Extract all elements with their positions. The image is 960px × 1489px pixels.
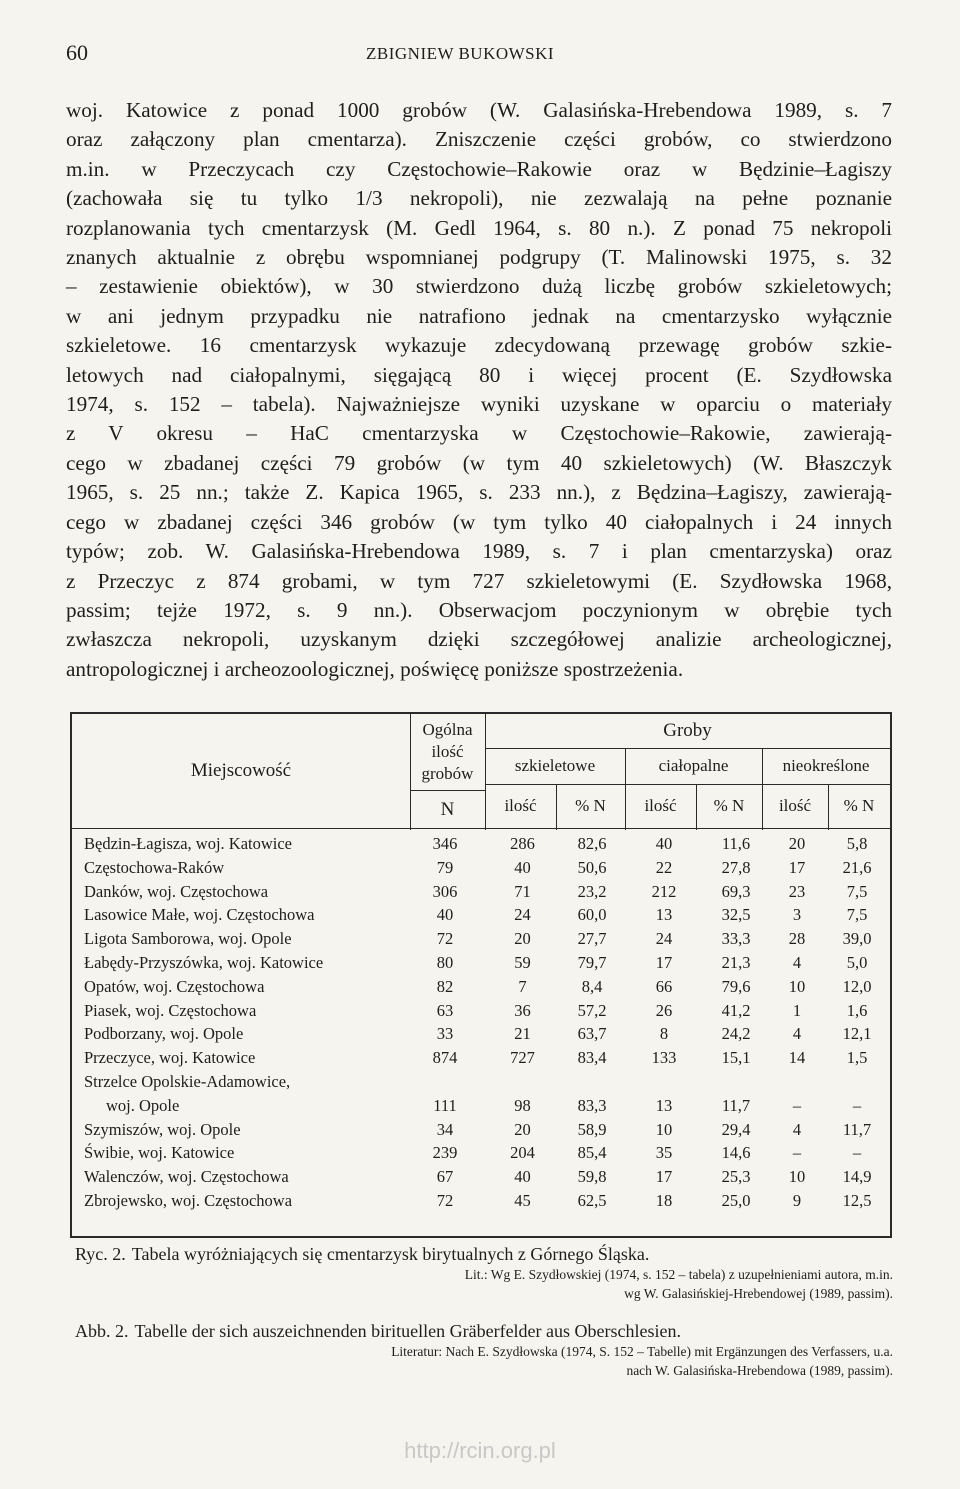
text-line: szkieletowe. 16 cmentarzysk wykazuje zdecydowaną przewagę grobów szkie- [66, 333, 892, 358]
cell-sq: 24 [514, 905, 531, 925]
place-name [84, 1070, 290, 1118]
place-name-line: Szymiszów, woj. Opole [84, 1119, 241, 1139]
page-number: 60 [66, 40, 88, 65]
place-name [84, 856, 224, 880]
cell-sq: 21 [514, 1024, 531, 1044]
place-name-line: Lasowice Małe, woj. Częstochowa [84, 905, 315, 925]
cell-cp: 15,1 [721, 1048, 751, 1068]
place-name-line: Danków, woj. Częstochowa [84, 881, 269, 901]
cell-np: – [852, 1143, 862, 1163]
caption-de-tag: Abb. 2. [75, 1321, 129, 1341]
table-row [72, 1046, 890, 1070]
table-row [72, 951, 890, 975]
cell-np: 21,6 [842, 857, 872, 877]
cell-np: 5,0 [846, 952, 868, 972]
table-row [72, 999, 890, 1023]
header-undetermined: nieokreślone [782, 756, 870, 775]
cell-np: 7,5 [846, 905, 868, 925]
caption-polish [75, 1243, 895, 1303]
header-graves: Groby [663, 720, 712, 741]
cell-sq: 45 [514, 1190, 531, 1210]
header-place: Miejscowość [190, 760, 292, 781]
header-skeletal: szkieletowe [514, 756, 596, 775]
cell-sq: 98 [514, 1095, 531, 1115]
cell-sp: 82,6 [577, 834, 607, 853]
text-line: typów; zob. W. Galasińska-Hrebendowa 1989, s. 7 i plan cmentarzyska) oraz [66, 539, 892, 564]
cell-cq: 133 [651, 1048, 677, 1068]
cell-nq: 28 [788, 929, 806, 949]
running-head: ZBIGNIEW BUKOWSKI [366, 44, 555, 63]
table-body [72, 832, 890, 1213]
text-line: znanych aktualnie z obrębu wspomnianej podgrupy (T. Malinowski 1975, s. 32 [66, 245, 892, 270]
cell-nq: 9 [792, 1190, 802, 1210]
cell-cp: 27,8 [721, 857, 751, 877]
caption-pl-title: Tabela wyróżniających się cmentarzysk birytualnych z Górnego Śląska. [131, 1244, 650, 1264]
place-name-line: Ligota Samborowa, woj. Opole [84, 929, 292, 949]
place-name-line: woj. Opole [106, 1095, 180, 1115]
cell-np: 11,7 [842, 1119, 872, 1139]
cell-cq: 8 [659, 1024, 669, 1044]
cell-nq: 14 [788, 1048, 806, 1068]
table-row [72, 1141, 890, 1165]
header-skeletal-qty: ilość [504, 796, 537, 815]
cell-cp: 24,2 [721, 1024, 751, 1044]
caption-de-title: Tabelle der sich auszeichnenden birituellen Gräberfelder aus Oberschlesien. [134, 1321, 681, 1341]
cell-np: 12,5 [842, 1190, 872, 1210]
place-name [84, 832, 292, 856]
cell-nq: 4 [792, 952, 802, 972]
place-name [84, 975, 264, 999]
cell-n: 40 [436, 905, 454, 925]
cell-nq: 4 [792, 1119, 802, 1139]
cell-n: 874 [432, 1048, 458, 1068]
cell-np: 39,0 [842, 929, 872, 949]
text-line: cego w zbadanej części 79 grobów (w tym 40 szkieletowych) (W. Błaszczyk [66, 450, 892, 475]
table-row [72, 975, 890, 999]
cell-nq: – [792, 1143, 802, 1163]
header-cremation-pct: % N [713, 796, 745, 815]
header-cremation-qty: ilość [644, 796, 677, 815]
cell-np: 12,1 [842, 1024, 872, 1044]
header-total: Ogólna ilość grobów [421, 720, 474, 783]
text-line: – zestawienie obiektów), w 30 stwierdzono dużą liczbę grobów szkieletowych; [66, 274, 892, 299]
cell-cq: 17 [655, 1167, 673, 1187]
text-line: letowych nad ciałopalnymi, sięgającą 80 i więcej procent (E. Szydłowska [66, 362, 892, 387]
cell-n: 82 [436, 976, 454, 996]
caption-de-lit-1: Literatur: Nach E. Szydłowska (1974, S. 152 – Tabelle) mit Ergänzungen des Verfassers, u.a. [391, 1344, 893, 1359]
cell-sp: 8,4 [581, 976, 603, 996]
cell-np: 5,8 [846, 834, 868, 853]
table-row [72, 1070, 890, 1118]
place-name-line: Łabędy-Przyszówka, woj. Katowice [84, 952, 324, 972]
cell-sq: 7 [518, 976, 527, 996]
place-name-line: Częstochowa-Raków [84, 857, 225, 877]
place-name [84, 1141, 234, 1165]
text-line: 1965, s. 25 nn.; także Z. Kapica 1965, s. 233 nn.), z Będzina–Łagiszy, zawierają- [66, 480, 892, 505]
cell-nq: 20 [788, 834, 806, 853]
table-row [72, 1189, 890, 1213]
cell-cp: 21,3 [721, 952, 751, 972]
cell-sp: 50,6 [577, 857, 607, 877]
cell-sq: 286 [510, 834, 535, 853]
text-line: oraz załączony plan cmentarza). Zniszczenie części grobów, co stwierdzono [66, 127, 892, 152]
text-line: z Przeczyc z 874 grobami, w tym 727 szkieletowymi (E. Szydłowska 1968, [66, 568, 892, 593]
cell-sp: 57,2 [577, 1000, 607, 1020]
place-name-line: Przeczyce, woj. Katowice [84, 1048, 256, 1068]
cell-cq: 40 [655, 834, 673, 853]
text-line: m.in. w Przeczycach czy Częstochowie–Rakowie oraz w Będzinie–Łagiszy [66, 156, 892, 181]
body-paragraph [66, 96, 892, 684]
place-name-line: Strzelce Opolskie-Adamowice, [84, 1071, 291, 1091]
cell-cp: 79,6 [721, 976, 751, 996]
cell-sq: 71 [514, 881, 531, 901]
cell-sp: 62,5 [577, 1190, 607, 1210]
cell-sp: 23,2 [577, 881, 607, 901]
cell-np: 7,5 [846, 881, 868, 901]
place-name-line: Będzin-Łagisza, woj. Katowice [84, 834, 293, 853]
page-header [66, 40, 894, 70]
cell-cq: 24 [655, 929, 673, 949]
cell-cp: 11,7 [721, 1095, 751, 1115]
place-name [84, 1118, 241, 1142]
cell-cp: 25,3 [721, 1167, 751, 1187]
cell-sp: 27,7 [577, 929, 607, 949]
cell-nq: 10 [788, 1167, 806, 1187]
cell-sq: 20 [514, 1119, 531, 1139]
place-name [84, 1046, 255, 1070]
place-name-line: Podborzany, woj. Opole [84, 1024, 244, 1044]
text-line: woj. Katowice z ponad 1000 grobów (W. Galasińska-Hrebendowa 1989, s. 7 [66, 98, 892, 122]
cell-cq: 26 [655, 1000, 673, 1020]
cell-sp: 79,7 [577, 952, 607, 972]
cell-cq: 18 [655, 1190, 673, 1210]
cell-n: 72 [436, 1190, 454, 1210]
cell-cp: 25,0 [721, 1190, 751, 1210]
caption-german [75, 1320, 895, 1380]
text-line: z V okresu – HaC cmentarzyska w Częstochowie–Rakowie, zawierają- [66, 421, 892, 446]
cell-n: 67 [436, 1167, 454, 1187]
cell-n: 72 [436, 929, 454, 949]
text-line: w ani jednym przypadku nie natrafiono jednak na cmentarzysko wyłącznie [66, 303, 892, 328]
place-name-line: Walenczów, woj. Częstochowa [84, 1167, 289, 1187]
cell-sq: 40 [514, 857, 531, 877]
header-total-n: N [440, 799, 455, 820]
cell-n: 346 [432, 834, 458, 853]
cell-nq: 10 [788, 976, 806, 996]
cell-sq: 40 [514, 1167, 531, 1187]
cell-cp: 33,3 [721, 929, 751, 949]
cell-nq: 3 [792, 905, 802, 925]
cell-sq: 727 [510, 1048, 535, 1068]
cell-n: 239 [432, 1143, 458, 1163]
cell-sq: 59 [514, 952, 531, 972]
cell-sq: 204 [510, 1143, 535, 1163]
cell-np: – [852, 1095, 862, 1115]
text-line: zwłaszcza nekropoli, uzyskanym dzięki szczegółowej analizie archeologicznej, [66, 627, 892, 652]
cell-cq: 66 [655, 976, 673, 996]
place-name [84, 1022, 243, 1046]
cell-sp: 59,8 [577, 1167, 607, 1187]
cell-nq: 4 [792, 1024, 802, 1044]
source-url: http://rcin.org.pl [404, 1438, 556, 1463]
table-row [72, 903, 890, 927]
cell-cq: 13 [655, 1095, 673, 1115]
text-line: (zachowała się tu tylko 1/3 nekropoli), nie zezwalają na pełne poznanie [66, 186, 892, 211]
cell-n: 80 [436, 952, 454, 972]
caption-de-lit-2: nach W. Galasińska-Hrebendowa (1989, passim). [626, 1363, 893, 1378]
cell-sp: 85,4 [577, 1143, 607, 1163]
place-name-line: Opatów, woj. Częstochowa [84, 976, 265, 996]
cell-cq: 212 [651, 881, 677, 901]
cell-np: 1,6 [846, 1000, 868, 1020]
text-line: 1974, s. 152 – tabela). Najważniejsze wyniki uzyskane w oparciu o materiały [66, 392, 892, 417]
place-name [84, 1165, 289, 1189]
cell-nq: 23 [788, 881, 806, 901]
caption-pl-lit-2: wg W. Galasińskiej-Hrebendowej (1989, passim). [624, 1286, 893, 1301]
cell-n: 306 [432, 881, 458, 901]
cell-np: 12,0 [842, 976, 872, 996]
place-name-line: Świbie, woj. Katowice [84, 1143, 235, 1163]
place-name [84, 903, 314, 927]
cell-sq: 20 [514, 929, 531, 949]
cell-n: 63 [436, 1000, 454, 1020]
text-line: rozplanowania tych cmentarzysk (M. Gedl 1964, s. 80 n.). Z ponad 75 nekropoli [66, 215, 892, 240]
text-line: passim; tejże 1972, s. 9 nn.). Obserwacjom poczynionym w obrębie tych [66, 597, 892, 622]
cell-cp: 11,6 [721, 834, 751, 853]
cell-cp: 41,2 [721, 1000, 751, 1020]
cell-cq: 13 [655, 905, 673, 925]
cell-sp: 83,3 [577, 1095, 607, 1115]
place-name [84, 999, 256, 1023]
caption-pl-tag: Ryc. 2. [75, 1244, 126, 1264]
text-line: cego w zbadanej części 346 grobów (w tym tylko 40 ciałopalnych i 24 innych [66, 509, 892, 534]
cell-n: 111 [433, 1095, 457, 1115]
cell-nq: – [792, 1095, 802, 1115]
cell-cq: 35 [655, 1143, 673, 1163]
cell-sq: 36 [514, 1000, 531, 1020]
table-row [72, 927, 890, 951]
cell-cp: 69,3 [721, 881, 751, 901]
cell-cp: 29,4 [721, 1119, 751, 1139]
table-row [72, 880, 890, 904]
cell-cp: 14,6 [721, 1143, 751, 1163]
cell-np: 1,5 [846, 1048, 868, 1068]
place-name-line: Piasek, woj. Częstochowa [84, 1000, 257, 1020]
table-row [72, 1165, 890, 1189]
cell-nq: 17 [788, 857, 806, 877]
cell-cq: 22 [655, 857, 673, 877]
cell-cp: 32,5 [721, 905, 751, 925]
caption-pl-lit-1: Lit.: Wg E. Szydłowskiej (1974, s. 152 – tabela) z uzupełnieniami autora, m.in. [464, 1267, 893, 1282]
place-name [84, 927, 292, 951]
header-skeletal-pct: % N [575, 796, 606, 815]
cell-sp: 83,4 [577, 1048, 607, 1068]
cell-nq: 1 [792, 1000, 802, 1020]
text-line: antropologicznej i archeozoologicznej, poświęcę poniższe spostrzeżenia. [66, 656, 684, 681]
place-name [84, 1189, 292, 1213]
header-undetermined-pct: % N [843, 796, 875, 815]
cell-sp: 60,0 [577, 905, 607, 925]
table-row [72, 1118, 890, 1142]
cell-n: 79 [436, 857, 454, 877]
cell-n: 33 [436, 1024, 454, 1044]
cemetery-table [70, 712, 892, 1238]
place-name [84, 880, 268, 904]
cell-sp: 58,9 [577, 1119, 607, 1139]
place-name [84, 951, 323, 975]
place-name-line: Zbrojewsko, woj. Częstochowa [84, 1190, 293, 1210]
table-row [72, 1022, 890, 1046]
cell-n: 34 [436, 1119, 454, 1139]
cell-np: 14,9 [842, 1167, 872, 1187]
table-row [72, 832, 890, 856]
header-cremation: ciałopalne [658, 756, 729, 775]
table-row [72, 856, 890, 880]
cell-cq: 17 [655, 952, 673, 972]
cell-sp: 63,7 [577, 1024, 607, 1044]
cell-cq: 10 [655, 1119, 673, 1139]
header-undetermined-qty: ilość [778, 796, 812, 815]
